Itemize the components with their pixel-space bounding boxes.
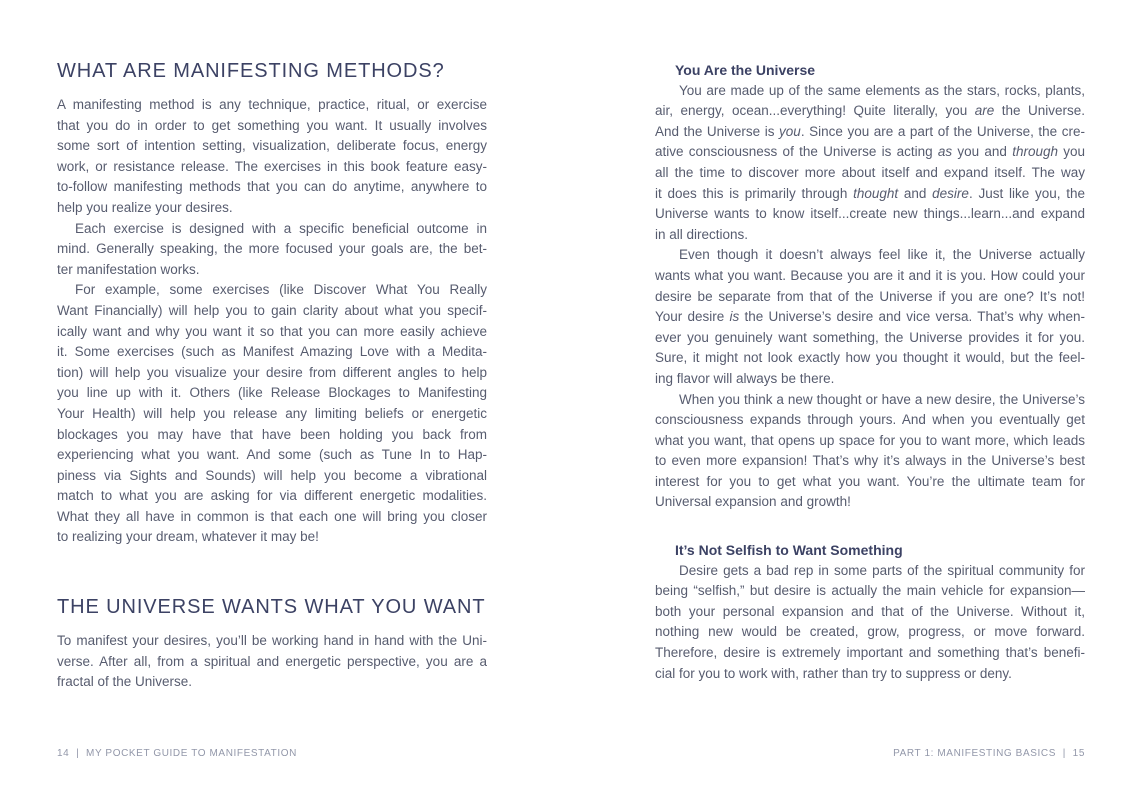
paragraph <box>655 81 1085 246</box>
text-line: it does this is primarily through thought and desire. Just like you, the <box>655 185 1085 201</box>
text-line: ically want and why you want it so that you can more easily achieve <box>57 323 487 339</box>
text-line: wants what you want. Because you are it and it is you. How could your <box>655 267 1085 283</box>
paragraph <box>57 95 487 219</box>
text-line: all the time to discover more about itself and expand itself. The way <box>655 164 1085 180</box>
text-line: Therefore, desire is extremely important and something that’s benefi- <box>655 645 1085 661</box>
footer-book-title: 14 | MY POCKET GUIDE TO MANIFESTATION <box>57 748 297 759</box>
section-heading-universe-wants: THE UNIVERSE WANTS WHAT YOU WANT <box>57 596 486 619</box>
text-line: Each exercise is designed with a specific beneficial outcome in <box>75 220 487 236</box>
text-line: To manifest your desires, you’ll be working hand in hand with the Uni- <box>57 633 487 649</box>
text-line: Your desire is the Universe’s desire and vice versa. That’s why when- <box>655 309 1085 325</box>
text-line: nothing new would be created, grow, progress, or move forward. <box>655 624 1085 640</box>
right-page <box>655 0 1085 740</box>
text-line: mind. Generally speaking, the more focused your goals are, the bet- <box>57 241 487 257</box>
text-line: Universal expansion and growth! <box>655 494 851 510</box>
paragraph <box>655 561 1085 685</box>
text-line: in all directions. <box>655 226 749 242</box>
text-line: cial for you to work with, rather than try to suppress or deny. <box>655 665 1012 681</box>
subheading-you-are-the-universe: You Are the Universe <box>675 62 816 78</box>
text-line: both your personal expansion and that of the Universe. Without it, <box>655 603 1085 619</box>
text-line: A manifesting method is any technique, practice, ritual, or exercise <box>57 97 487 112</box>
text-line: Your Health) will help you release any limiting beliefs or energetic <box>57 405 487 421</box>
section-heading-manifesting-methods: WHAT ARE MANIFESTING METHODS? <box>57 60 445 82</box>
paragraph <box>57 280 487 548</box>
text-line: air, energy, ocean...everything! Quite literally, you are the Universe. <box>655 103 1085 119</box>
text-line: What they all have in common is that each one will bring you closer <box>57 508 487 524</box>
text-line: fractal of the Universe. <box>57 674 193 690</box>
text-line: you line up with it. Others (like Release Blockages to Manifesting <box>57 385 487 401</box>
text-line: help you realize your desires. <box>57 199 233 215</box>
text-line: ever you genuinely want something, the Universe provides it for you. <box>655 329 1085 345</box>
text-line: that you do in order to get something you want. It usually involves <box>57 117 487 133</box>
text-line: match to what you are asking for via different energetic modalities. <box>57 488 487 504</box>
footer-part-title: PART 1: MANIFESTING BASICS | 15 <box>893 748 1085 759</box>
text-line: experiencing what you want. And some (such as Tune In to Hap- <box>57 447 487 463</box>
text-line: verse. After all, from a spiritual and energetic perspective, you are a <box>57 653 487 669</box>
paragraph <box>57 219 487 281</box>
paragraph <box>655 245 1085 389</box>
left-page <box>57 0 487 740</box>
text-line: ter manifestation works. <box>57 261 200 277</box>
text-line: ative consciousness of the Universe is acting as you and through you <box>655 144 1085 160</box>
text-line: some sort of intention setting, visualization, deliberate focus, energy <box>57 138 487 154</box>
text-line: blockages you may have that have been holding you back from <box>57 426 487 442</box>
paragraph <box>655 390 1085 514</box>
text-line: For example, some exercises (like Discover What You Really <box>75 282 487 298</box>
text-line: Sure, it might not look exactly how you thought it would, but the feel- <box>655 350 1085 366</box>
text-line: piness via Sights and Sounds) will help you become a vibrational <box>57 467 487 483</box>
text-line: to-follow manifesting methods that you can do anytime, anywhere to <box>57 179 487 195</box>
text-line: it. Some exercises (such as Manifest Amazing Love with a Medita- <box>57 344 487 360</box>
text-line: Want Financially) will help you to gain clarity about what you specif- <box>57 302 487 318</box>
text-line: interest for you to get what you want. You’re the ultimate team for <box>655 473 1085 489</box>
paragraph <box>57 631 487 693</box>
text-line: to realizing your dream, whatever it may be! <box>57 529 319 545</box>
text-line: Universe wants to know itself...create new things...learn...and expand <box>655 206 1085 222</box>
text-line: to even more expansion! That’s why it’s always in the Universe’s best <box>655 453 1085 469</box>
text-line: When you think a new thought or have a new desire, the Universe’s <box>679 391 1085 407</box>
text-line: And the Universe is you. Since you are a part of the Universe, the cre- <box>655 123 1085 139</box>
text-line: consciousness expands through yours. And when you eventually get <box>655 412 1085 428</box>
text-line: work, or resistance release. The exercises in this book feature easy- <box>57 158 487 174</box>
text-line: Even though it doesn’t always feel like it, the Universe actually <box>679 247 1085 263</box>
text-line: Desire gets a bad rep in some parts of the spiritual community for <box>679 562 1085 578</box>
text-line: You are made up of the same elements as the stars, rocks, plants, <box>679 82 1085 98</box>
text-line: what you want, that opens up space for you to want more, which leads <box>655 432 1085 448</box>
subheading-not-selfish: It’s Not Selfish to Want Something <box>675 542 903 559</box>
text-line: being “selfish,” but desire is actually the main vehicle for expansion— <box>655 583 1085 599</box>
text-line: desire be separate from that of the Universe if you are one? It’s not! <box>655 288 1085 304</box>
text-line: ing flavor will always be there. <box>655 370 835 386</box>
text-line: tion) will help you visualize your desire from different angles to help <box>57 364 487 380</box>
